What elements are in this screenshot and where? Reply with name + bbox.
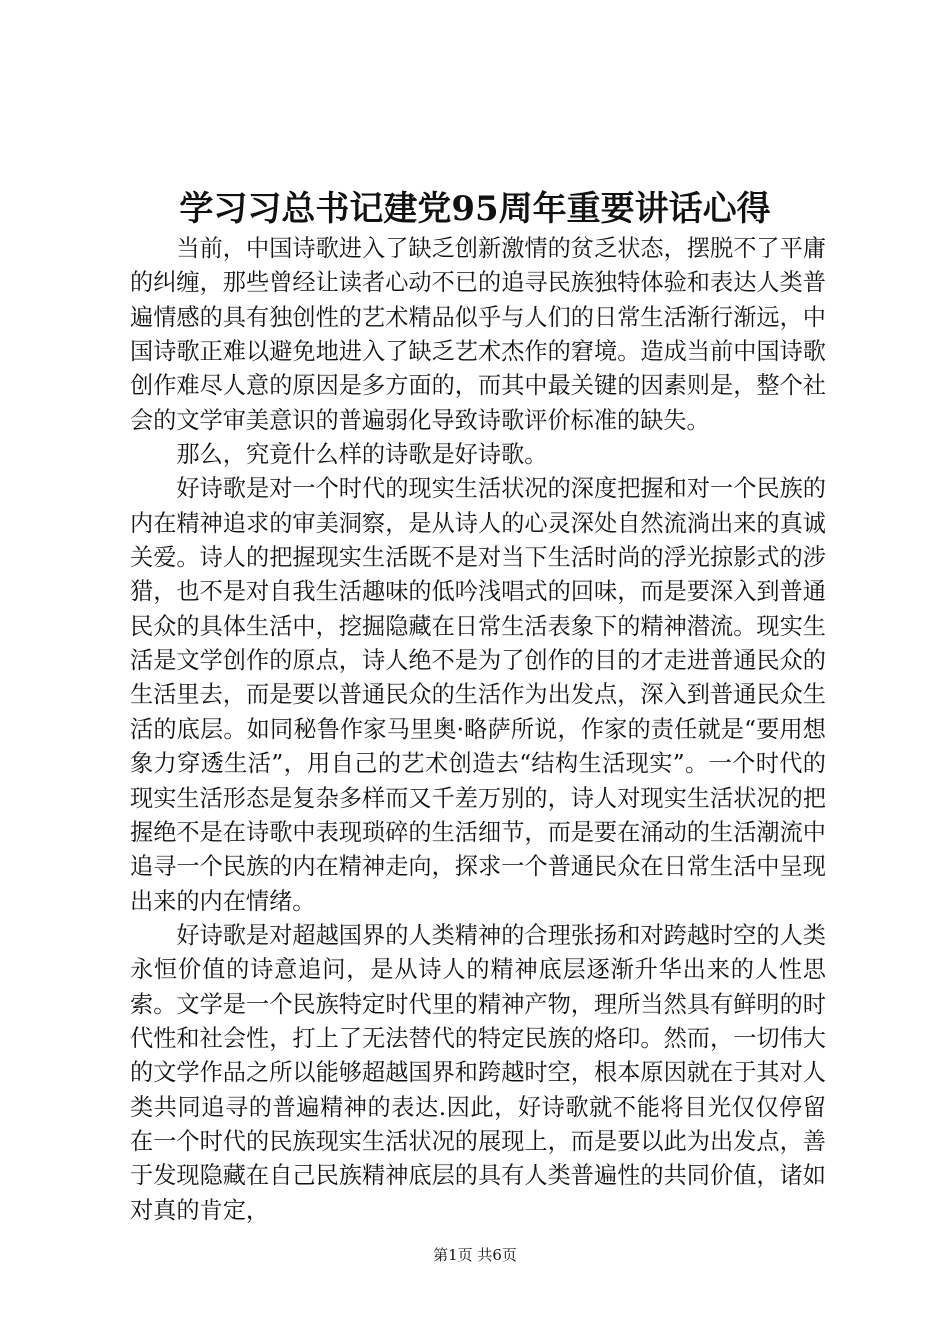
page-number-footer: 第1页 共6页 [433,1246,517,1264]
paragraph: 好诗歌是对超越国界的人类精神的合理张扬和对跨越时空的人类永恒价值的诗意追问，是从诗人的精神底层逐渐升华出来的人性思索。文学是一个民族特定时代里的精神产物，理所当然具有鲜明的时代性和社会性，打上了无法替代的特定民族的烙印。然而，一切伟大的文学作品之所以能够超越国界和跨越时空，根本原因就在于其对人类共同追寻的普遍精神的表达.因此，好诗歌就不能将目光仅仅停留在一个时代的民族现实生活状况的展现上，而是要以此为出发点，善于发现隐藏在自己民族精神底层的具有人类普遍性的共同价值，诸如对真的肯定， [130,921,826,1224]
document-title: 学习习总书记建党95周年重要讲话心得 [179,189,771,229]
document-body [130,232,826,1228]
paragraph: 那么，究竟什么样的诗歌是好诗歌。 [176,441,548,469]
paragraph: 好诗歌是对一个时代的现实生活状况的深度把握和对一个民族的内在精神追求的审美洞察，是从诗人的心灵深处自然流淌出来的真诚关爱。诗人的把握现实生活既不是对当下生活时尚的浮光掠影式的涉猎，也不是对自我生活趣味的低吟浅唱式的回味，而是要深入到普通民众的具体生活中，挖掘隐藏在日常生活表象下的精神潜流。现实生活是文学创作的原点，诗人绝不是为了创作的目的才走进普通民众的生活里去，而是要以普通民众的生活作为出发点，深入到普通民众生活的底层。如同秘鲁作家马里奥·略萨所说，作家的责任就是“要用想象力穿透生活”，用自己的艺术创造去“结构生活现实”。一个时代的现实生活形态是复杂多样而又千差万别的，诗人对现实生活状况的把握绝不是在诗歌中表现琐碎的生活细节，而是要在涌动的生活潮流中追寻一个民族的内在精神走向，探求一个普通民众在日常生活中呈现出来的内在情绪。 [130,475,826,915]
paragraph: 当前，中国诗歌进入了缺乏创新激情的贫乏状态，摆脱不了平庸的纠缠，那些曾经让读者心动不已的追寻民族独特体验和表达人类普遍情感的具有独创性的艺术精品似乎与人们的日常生活渐行渐远，中国诗歌正难以避免地进入了缺乏艺术杰作的窘境。造成当前中国诗歌创作难尽人意的原因是多方面的，而其中最关键的因素则是，整个社会的文学审美意识的普遍弱化导致诗歌评价标准的缺失。 [130,235,826,434]
